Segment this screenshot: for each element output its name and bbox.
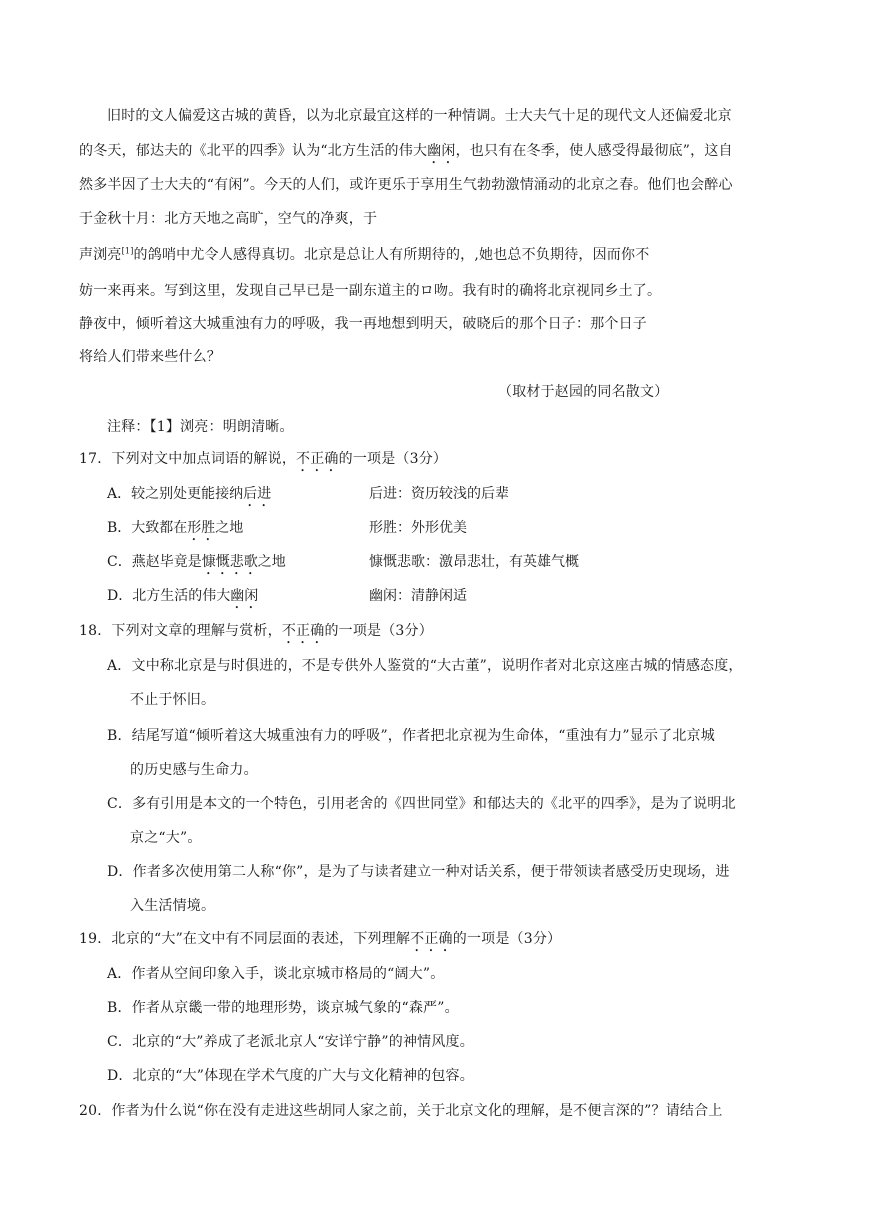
q18-option-b-cont: 的历史感与生命力。 [130, 762, 258, 778]
question-17-stem [79, 449, 447, 475]
q18-option-a: A．文中称北京是与时俱进的，不是专供外人鉴赏的“大古董”，说明作者对北京这座古城的情感态度， [107, 658, 743, 674]
q17-option-c [107, 552, 286, 578]
passage-line-7: 静夜中，倾听着这大城重浊有力的呼吸，我一再地想到明天，破晓后的那个日子：那个日子 [79, 316, 647, 332]
passage-line-3: 然多半因了士大夫的“有闲”。今天的人们，或许更乐于享用生气勃勃激情涌动的北京之春。他们也会醉心 [79, 177, 733, 193]
q19-option-c: C．北京的“大”养成了老派北京人“安详宁静”的神情风度。 [107, 1034, 474, 1050]
q19-option-d: D．北京的“大”体现在学术气度的广大与文化精神的包容。 [107, 1068, 474, 1084]
q17-c-post: 之地 [257, 554, 286, 570]
q17-d-pre: D．北方生活的伟大 [107, 588, 231, 604]
q17-d-dotted: 幽闲 [230, 588, 259, 604]
q17-c-pre: C．燕赵毕竟是 [107, 554, 202, 570]
q17-b-dotted: 形胜 [187, 520, 216, 536]
passage-line-5-post: 的鸽哨中尤令人感得真切。北京是总让人有所期待的，,她也总不负期待，因而你不 [133, 247, 650, 263]
passage-line-4: 于金秋十月：北方天地之高旷，空气的净爽，于 [79, 211, 378, 227]
q18-option-c: C．多有引用是本文的一个特色，引用老舍的《四世同堂》和郁达夫的《北平的四季》，是为了说明北 [107, 796, 736, 812]
q19-stem-post: 的一项是（3分） [452, 931, 562, 947]
q17-stem-pre: 17．下列对文中加点词语的解说， [79, 451, 297, 467]
q18-option-d-cont: 入生活情境。 [130, 898, 216, 914]
q18-option-a-cont: 不止于怀旧。 [130, 692, 216, 708]
q17-option-d-gloss: 幽闲：清静闲适 [369, 588, 467, 604]
q17-b-pre: B．大致都在 [107, 520, 188, 536]
q17-option-b [107, 518, 243, 544]
q18-option-c-cont: 京之“大”。 [130, 830, 202, 846]
question-18-stem [79, 621, 433, 647]
q17-c-dotted: 慷慨悲歌 [201, 554, 258, 570]
q17-stem-emphasis: 不正确 [296, 451, 339, 467]
q17-option-b-gloss: 形胜：外形优美 [369, 520, 467, 536]
q17-a-pre: A．较之别处更能接纳 [107, 486, 244, 502]
passage-line-6: 妨一来再来。写到这里，发现自己早已是一副东道主的ロ吻。我有时的确将北京视同乡土了。 [79, 283, 662, 299]
q18-stem-emphasis: 不正确 [281, 623, 325, 639]
q17-option-c-gloss: 慷慨悲歌：激昂悲壮，有英雄气概 [369, 554, 579, 570]
passage-source: （取材于赵园的同名散文） [498, 384, 669, 400]
q18-stem-pre: 18．下列对文章的理解与赏析， [79, 623, 282, 639]
q18-option-d: D．作者多次使用第二人称“你”，是为了与读者建立一种对话关系，便于带领读者感受历史现场，进 [107, 864, 730, 880]
q17-option-d [107, 586, 258, 612]
passage-line-1: 旧时的文人偏爱这古城的黄昏，以为北京最宜这样的一种情调。士大夫气十足的现代文人还偏爱北京 [107, 108, 732, 124]
q18-stem-post: 的一项是（3分） [324, 623, 433, 639]
q19-option-a: A．作者从空间印象入手，谈北京城市格局的“阔大”。 [107, 966, 445, 982]
q17-option-a [107, 484, 271, 510]
passage-line-5 [79, 245, 649, 265]
question-20-stem: 20．作者为什么说“你在没有走进这些胡同人家之前，关于北京文化的理解，是不便言深的”？请结合上 [79, 1103, 723, 1119]
q17-option-a-gloss: 后进：资历较浅的后辈 [369, 486, 509, 502]
passage-line-2: 的冬天，郁达夫的《北平的四季》认为“北方生活的伟大幽闲，也只有在冬季，使人感受得最彻底”，这自 [79, 143, 733, 159]
footnote-marker: [1] [121, 246, 134, 256]
q19-stem-pre: 19．北京的“大”在文中有不同层面的表述，下列理解 [79, 931, 411, 947]
question-19-stem [79, 929, 561, 955]
q17-stem-post: 的一项是（3分） [338, 451, 448, 467]
q18-option-b: B．结尾写道“倾听着这大城重浊有力的呼吸”，作者把北京视为生命体，“重浊有力”显示了北京城 [107, 728, 715, 744]
dotted-word-youxian: 幽闲 [427, 143, 456, 159]
q19-stem-emphasis: 不正确 [410, 931, 453, 947]
passage-line-8: 将给人们带来些什么？ [79, 349, 221, 365]
q17-a-dotted: 后进 [243, 486, 272, 502]
q17-b-post: 之地 [215, 520, 244, 536]
passage-line-5-pre: 声浏亮 [79, 247, 122, 263]
q19-option-b: B．作者从京畿一带的地理形势，谈京城气象的“森严”。 [107, 1000, 459, 1016]
passage-annotation: 注释：【1】浏亮：明朗清晰。 [107, 419, 294, 435]
